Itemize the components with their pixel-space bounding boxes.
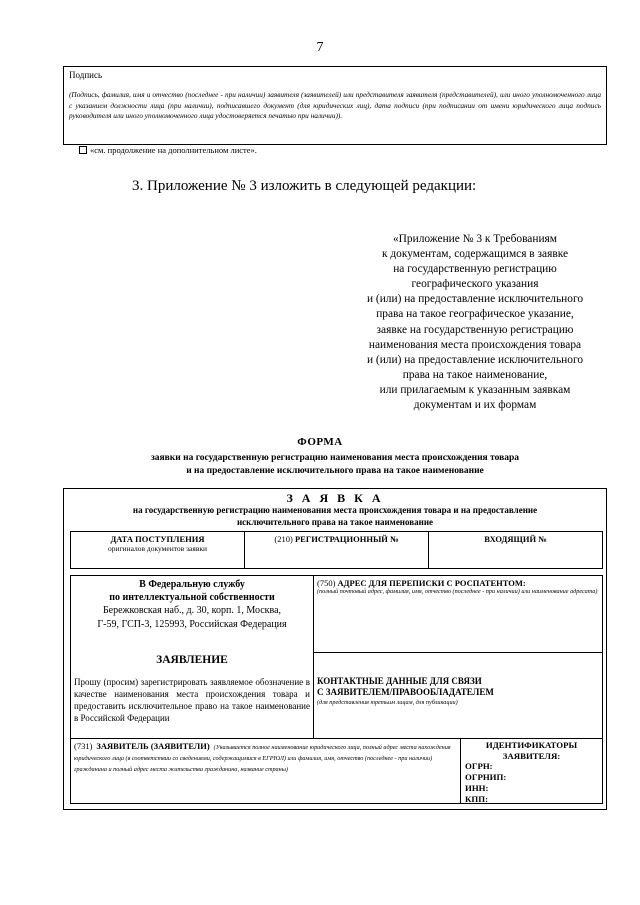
signature-box (63, 66, 607, 145)
appendix-line: и (или) на предоставление исключительного (366, 293, 584, 306)
recipient-line: по интеллектуальной собственности (109, 592, 275, 603)
application-subtitle-line: исключительного права на такое наименование (237, 516, 433, 527)
applicant-code: (731) (74, 741, 93, 751)
recipient-address (71, 604, 313, 632)
signature-title: Подпись (69, 70, 103, 80)
section-heading: 3. Приложение № 3 изложить в следующей редакции: (132, 178, 477, 194)
application-title: З А Я В К А (286, 491, 384, 505)
appendix-line: права на такое географическое указание, (376, 308, 574, 321)
registration-number-label (245, 534, 428, 544)
contacts-cell[interactable] (313, 652, 603, 739)
address-line: Бережковская наб., д. 30, корп. 1, Москва, (102, 605, 282, 616)
signature-note: (Подпись, фамилия, имя и отчество (последнее - при наличии) заявителя (заявителей) или представителя заявителя (представителей), или иного уполномоченного лица с указанием должности лица (при наличии), подписавшего документ (для юридических лиц), дата подписи (при подписании от имени юридического лица подпись руководителя или иного уполномоченного лица удостоверяется печатью при наличии)). (69, 90, 601, 120)
appendix-line: наименования места происхождения товара (368, 338, 582, 351)
form-subtitle (90, 452, 580, 478)
recipient-line: В Федеральную службу (139, 579, 245, 590)
ogrn-label: ОГРН: (465, 761, 493, 771)
receipt-date-note: оригиналов документов заявки (107, 544, 208, 553)
application-subtitle (70, 505, 600, 528)
correspondence-address-cell[interactable] (313, 575, 603, 653)
appendix-line: права на такое наименование, (402, 368, 548, 381)
receipt-date-label: ДАТА ПОСТУПЛЕНИЯ (110, 534, 205, 544)
address-line: Г-59, ГСП-3, 125993, Российская Федерация (97, 619, 287, 630)
correspondence-header (314, 576, 602, 588)
identifiers-list (461, 761, 602, 805)
appendix-line: «Приложение № 3 к Требованиям (392, 233, 557, 245)
form-subtitle-line: заявки на государственную регистрацию наименования места происхождения товара (150, 453, 520, 463)
appendix-line: к документам, содержащимся в заявке (381, 248, 569, 261)
appendix-line: на государственную регистрацию (393, 263, 557, 276)
statement-title: ЗАЯВЛЕНИЕ (156, 654, 228, 666)
applicant-block (71, 739, 460, 774)
page-number: 7 (316, 40, 324, 55)
incoming-number-cell[interactable] (428, 531, 603, 569)
correspondence-note: (полный почтовый адрес, фамилия, имя, отчество (последнее - при наличии) или наименование адресата) (317, 588, 598, 595)
continuation-note: «см. продолжение на дополнительном листе». (90, 145, 257, 155)
statement-text: Прошу (просим) зарегистрировать заявляемое обозначение в качестве наименования места происхождения товара и предоставить исключительное право на такое наименование в Российской Федерации (74, 677, 310, 723)
contacts-label-line: С ЗАЯВИТЕЛЕМ/ПРАВООБЛАДАТЕЛЕМ (317, 687, 494, 697)
ogrnip-label: ОГРНИП: (465, 772, 507, 782)
appendix-line: или прилагаемым к указанным заявкам (379, 383, 571, 396)
inn-label: ИНН: (465, 783, 489, 793)
contacts-label (314, 653, 602, 698)
recipient-block (71, 578, 313, 604)
form-title: ФОРМА (297, 436, 343, 448)
form-subtitle-line: и на предоставление исключительного права на такое наименование (186, 466, 484, 476)
recipient-cell (70, 575, 314, 739)
application-subtitle-line: на государственную регистрацию наименования места происхождения товара и на предоставление (132, 505, 538, 515)
contacts-label-line: КОНТАКТНЫЕ ДАННЫЕ ДЛЯ СВЯЗИ (317, 676, 482, 686)
kpp-label: КПП: (465, 794, 488, 804)
appendix-line: документам и их формам (413, 399, 537, 412)
correspondence-code: (750) (317, 578, 336, 588)
registration-number-code: (210) (274, 534, 293, 544)
appendix-line: географического указания (411, 278, 539, 291)
registration-number-cell[interactable] (244, 531, 429, 569)
continuation-line (79, 145, 257, 155)
appendix-line: и (или) на предоставление исключительного (366, 353, 584, 366)
receipt-date-cell[interactable] (70, 531, 245, 569)
contacts-note: (для представления третьим лицам, для публикации) (317, 699, 458, 706)
checkbox-icon[interactable] (79, 146, 87, 154)
application-form (63, 488, 607, 810)
applicant-note: (Указывается полное наименование юридического лица, полный адрес места нахождения юридического лица (в соответствии со сведениями, содержащимися в ЕГРЮЛ) или фамилия, имя, отчество (последнее - при наличии) гражданина и полный адрес места жительства гражданина, название страны) (74, 744, 451, 773)
identifiers-title-line: ИДЕНТИФИКАТОРЫ (485, 740, 578, 750)
identifiers-cell[interactable] (460, 738, 603, 804)
identifiers-title (461, 740, 602, 761)
appendix-caption (330, 232, 620, 413)
registration-number-text: РЕГИСТРАЦИОННЫЙ № (294, 534, 399, 544)
appendix-line: заявке на государственную регистрацию (376, 323, 574, 336)
identifiers-title-line: ЗАЯВИТЕЛЯ: (502, 750, 561, 761)
applicant-cell[interactable] (70, 738, 461, 804)
correspondence-label: АДРЕС ДЛЯ ПЕРЕПИСКИ С РОСПАТЕНТОМ: (337, 578, 526, 588)
incoming-number-label: ВХОДЯЩИЙ № (484, 534, 547, 544)
applicant-label: ЗАЯВИТЕЛЬ (ЗАЯВИТЕЛИ) (96, 741, 210, 751)
